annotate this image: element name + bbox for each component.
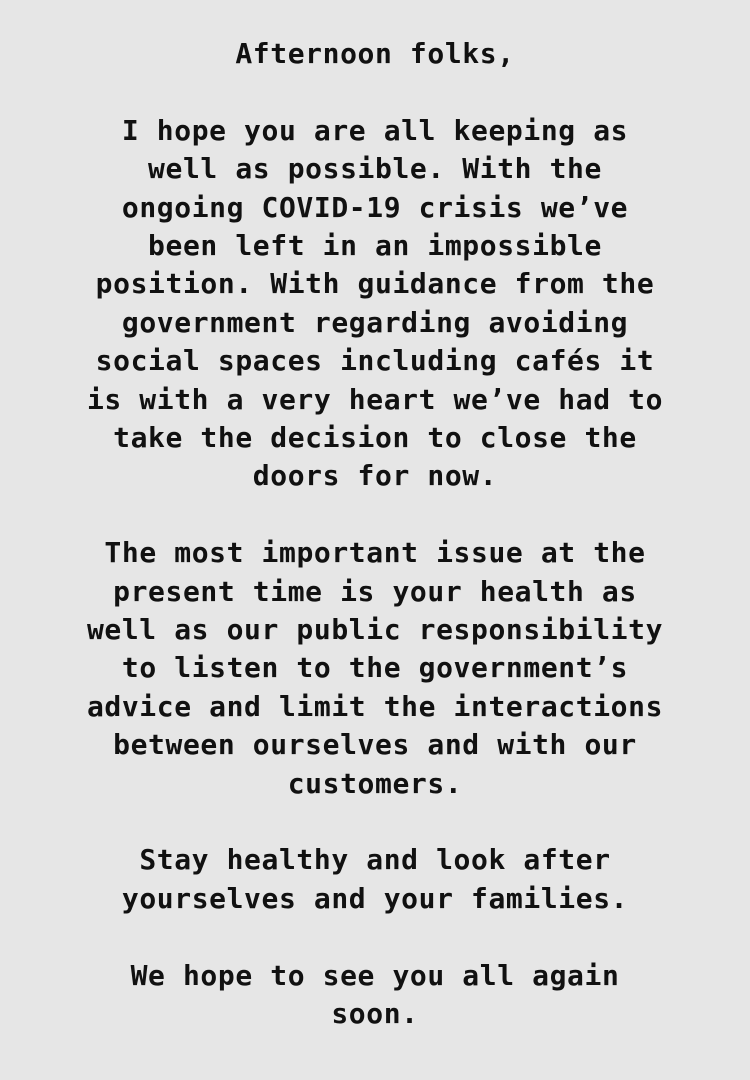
paragraph-line: I hope you are all keeping as (121, 113, 629, 147)
paragraph-line: is with a very heart we’ve had to (86, 382, 664, 416)
paragraph-health (14, 534, 736, 803)
paragraph-line: customers. (287, 766, 463, 800)
paragraph-line: social spaces including cafés it (95, 344, 655, 378)
paragraph-line: advice and limit the interactions (86, 689, 664, 723)
paragraph-line: The most important issue at the (104, 536, 646, 570)
paragraph-line: doors for now. (252, 459, 498, 493)
paragraph-closure (14, 112, 736, 496)
greeting (14, 35, 736, 73)
paragraph-line: well as possible. With the (148, 152, 602, 186)
paragraph-line: well as our public responsibility (86, 613, 664, 647)
paragraph-line: present time is your health as (113, 574, 637, 608)
paragraph-line: We hope to see you all again (130, 958, 620, 992)
paragraph-wellbeing (14, 841, 736, 918)
paragraph-closing (14, 957, 736, 1034)
paragraph-line: position. With guidance from the (95, 267, 655, 301)
paragraph-line: been left in an impossible (148, 229, 602, 263)
paragraph-line: to listen to the government’s (121, 651, 629, 685)
paragraph-line: yourselves and your families. (121, 881, 629, 915)
paragraph-line: between ourselves and with our (113, 728, 637, 762)
paragraph-line: government regarding avoiding (121, 305, 629, 339)
paragraph-line: take the decision to close the (113, 421, 637, 455)
greeting-line: Afternoon folks, (235, 37, 515, 70)
paragraph-line: soon. (331, 997, 419, 1031)
paragraph-line: ongoing COVID-19 crisis we’ve (121, 190, 629, 224)
paragraph-line: Stay healthy and look after (139, 843, 611, 877)
